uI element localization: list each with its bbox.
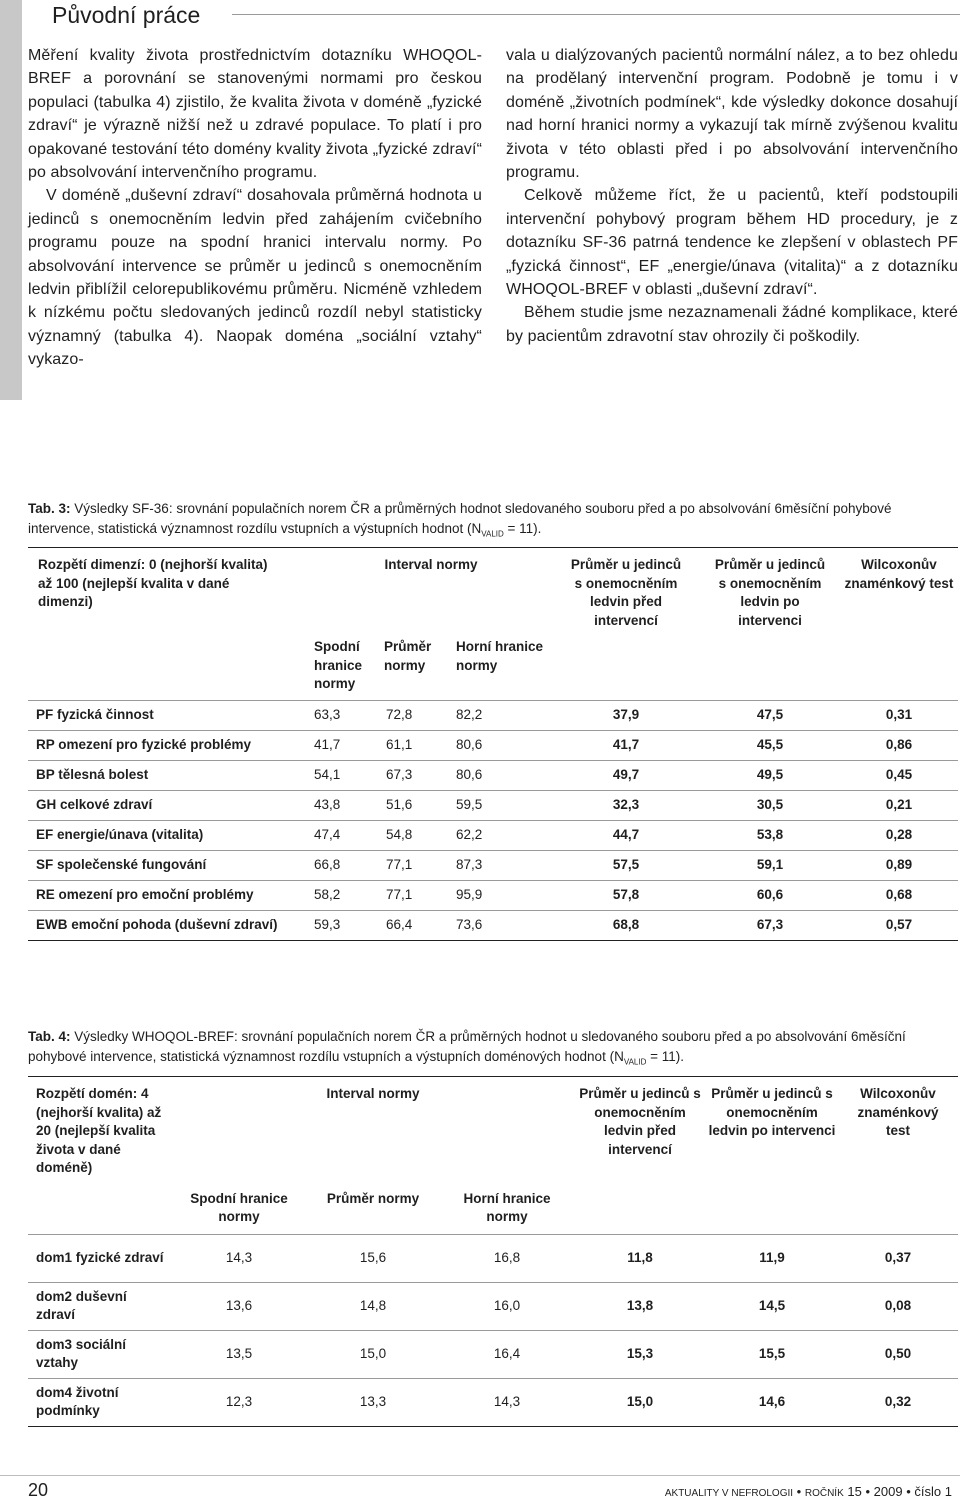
table3-cell-mean: 51,6 bbox=[382, 791, 452, 821]
table4-caption-sub: VALID bbox=[623, 1057, 647, 1067]
title-rule bbox=[232, 14, 960, 15]
table4-cell-label: dom3 sociální vztahy bbox=[28, 1330, 172, 1378]
table3-row bbox=[28, 881, 958, 911]
table4-header-row bbox=[28, 1077, 958, 1186]
table3-cell-after: 59,1 bbox=[700, 851, 840, 881]
table3-caption-label: Tab. 3: bbox=[28, 501, 71, 516]
table3-cell-after: 49,5 bbox=[700, 761, 840, 791]
journal-footer bbox=[665, 1484, 952, 1499]
table3-cell-low: 41,7 bbox=[310, 731, 382, 761]
table3-cell-low: 43,8 bbox=[310, 791, 382, 821]
table4-cell-before: 13,8 bbox=[574, 1282, 706, 1330]
table4-cell-after: 14,6 bbox=[706, 1378, 838, 1426]
table3-cell-p: 0,21 bbox=[840, 791, 958, 821]
table4-caption bbox=[28, 1027, 958, 1073]
table3-cell-p: 0,31 bbox=[840, 701, 958, 731]
table3-cell-before: 49,7 bbox=[552, 761, 700, 791]
table3-cell-mean: 54,8 bbox=[382, 821, 452, 851]
table4-cell-p: 0,37 bbox=[838, 1234, 958, 1282]
table3-cell-before: 57,5 bbox=[552, 851, 700, 881]
table4-cell-high: 16,0 bbox=[440, 1282, 574, 1330]
table3-cell-p: 0,45 bbox=[840, 761, 958, 791]
left-column bbox=[28, 44, 482, 372]
table4-header-interval: Interval normy bbox=[326, 1086, 420, 1101]
table4-cell-high: 16,8 bbox=[440, 1234, 574, 1282]
table4-caption-label: Tab. 4: bbox=[28, 1029, 71, 1044]
table4-cell-p: 0,08 bbox=[838, 1282, 958, 1330]
table4-cell-p: 0,32 bbox=[838, 1378, 958, 1426]
table4-cell-label: dom2 duševní zdraví bbox=[28, 1282, 172, 1330]
table3-cell-low: 47,4 bbox=[310, 821, 382, 851]
table3-cell-high: 82,2 bbox=[452, 701, 552, 731]
table3-header-before: Průměr u jedinců s onemocněním ledvin před intervencí bbox=[570, 557, 682, 628]
table3-header-interval: Interval normy bbox=[384, 557, 478, 572]
table3-cell-before: 41,7 bbox=[552, 731, 700, 761]
table3-cell-before: 68,8 bbox=[552, 911, 700, 941]
table3-sub-mean: Průměr normy bbox=[384, 639, 432, 673]
table3-cell-label: SF společenské fungování bbox=[28, 851, 310, 881]
table4-cell-high: 14,3 bbox=[440, 1378, 574, 1426]
table4-row bbox=[28, 1378, 958, 1426]
issue-number: 1 bbox=[944, 1484, 952, 1499]
table3-cell-before: 37,9 bbox=[552, 701, 700, 731]
table4-row bbox=[28, 1234, 958, 1282]
left-paragraph-1: Měření kvality života prostřednictvím dotazníku WHOQOL-BREF a porovnání se stanovenými normami pro českou populaci (tabulka 4) zjistilo, že kvalita života v doméně „fyzické zdraví“ je výrazně nižší než u zdravé populace. To platí i pro opakované testování této domény kvality života „fyzické zdraví“ po absolvování intervenčního programu. bbox=[28, 47, 482, 182]
page-number: 20 bbox=[28, 1480, 49, 1500]
side-tab-marker bbox=[0, 0, 22, 400]
table3-row bbox=[28, 701, 958, 731]
right-paragraph-3: Během studie jsme nezaznamenali žádné komplikace, které by pacientům zdravotní stav ohrozily či poškodily. bbox=[506, 304, 958, 345]
table3-cell-high: 87,3 bbox=[452, 851, 552, 881]
year: 2009 bbox=[873, 1484, 903, 1499]
table3-cell-low: 63,3 bbox=[310, 701, 382, 731]
table4-cell-low: 13,6 bbox=[172, 1282, 306, 1330]
table3-row bbox=[28, 851, 958, 881]
table3-cell-after: 67,3 bbox=[700, 911, 840, 941]
right-paragraph-1: vala u dialýzovaných pacientů normální nález, a to bez ohledu na prodělaný intervenční program. Podobně je tomu i v doméně „životních podmínek“, kde výsledky dokonce dosahují nad horní hranici normy a vykazují tak mírně zvýšenou kvalitu života v této oblasti před i po absolvování intervenčního programu. bbox=[506, 47, 958, 182]
footer-rule bbox=[0, 1475, 960, 1476]
table3-cell-mean: 72,8 bbox=[382, 701, 452, 731]
table4-sub-low: Spodní hranice normy bbox=[190, 1190, 288, 1224]
table3-cell-p: 0,68 bbox=[840, 881, 958, 911]
table4-header-range: Rozpětí domén: 4 (nejhorší kvalita) až 20 (nejlepší kvalita života v dané doméně) bbox=[36, 1086, 162, 1175]
table4-cell-label: dom1 fyzické zdraví bbox=[28, 1234, 172, 1282]
table3-cell-label: EWB emoční pohoda (duševní zdraví) bbox=[28, 911, 310, 941]
footer-bullet-1: • bbox=[796, 1484, 802, 1499]
table4-cell-before: 15,3 bbox=[574, 1330, 706, 1378]
footer-bullet-2: • bbox=[865, 1484, 871, 1499]
table3-cell-label: RP omezení pro fyzické problémy bbox=[28, 731, 310, 761]
table4-cell-p: 0,50 bbox=[838, 1330, 958, 1378]
volume-number: 15 bbox=[847, 1484, 862, 1499]
table3-header-range: Rozpětí dimenzí: 0 (nejhorší kvalita) až 100 (nejlepší kvalita v dané dimenzi) bbox=[38, 557, 268, 609]
table3-caption-text: Výsledky SF-36: srovnání populačních norem ČR a průměrných hodnot sledovaného souboru před a po absolvování 6měsíční pohybové intervence, statistická významnost rozdílu vstupních a výstupních hodnot (N bbox=[28, 501, 892, 536]
table3-row bbox=[28, 911, 958, 941]
table3-cell-label: GH celkové zdraví bbox=[28, 791, 310, 821]
table4-cell-low: 14,3 bbox=[172, 1234, 306, 1282]
table3-subheader-row bbox=[28, 634, 958, 701]
volume-label: ROČNÍK bbox=[804, 1488, 844, 1499]
table3-cell-high: 95,9 bbox=[452, 881, 552, 911]
table4-sub-high: Horní hranice normy bbox=[463, 1190, 551, 1224]
table3-cell-before: 32,3 bbox=[552, 791, 700, 821]
table3-cell-p: 0,86 bbox=[840, 731, 958, 761]
table3-cell-low: 58,2 bbox=[310, 881, 382, 911]
table3-cell-high: 80,6 bbox=[452, 731, 552, 761]
table3-cell-low: 59,3 bbox=[310, 911, 382, 941]
table4-caption-end: = 11). bbox=[646, 1049, 685, 1064]
table3-cell-mean: 61,1 bbox=[382, 731, 452, 761]
table3-cell-p: 0,28 bbox=[840, 821, 958, 851]
table3-cell-before: 44,7 bbox=[552, 821, 700, 851]
table4-cell-before: 15,0 bbox=[574, 1378, 706, 1426]
table3-cell-mean: 67,3 bbox=[382, 761, 452, 791]
table4-cell-mean: 15,6 bbox=[306, 1234, 440, 1282]
table3-row bbox=[28, 821, 958, 851]
table3-cell-mean: 77,1 bbox=[382, 851, 452, 881]
table4-cell-after: 14,5 bbox=[706, 1282, 838, 1330]
table3-cell-low: 66,8 bbox=[310, 851, 382, 881]
table4-row bbox=[28, 1330, 958, 1378]
table3 bbox=[28, 547, 958, 941]
table4-header-before: Průměr u jedinců s onemocněním ledvin před intervencí bbox=[579, 1086, 701, 1157]
table3-cell-low: 54,1 bbox=[310, 761, 382, 791]
table3-cell-high: 62,2 bbox=[452, 821, 552, 851]
table3-caption bbox=[28, 499, 958, 545]
issue-label: číslo bbox=[914, 1484, 942, 1499]
table3-cell-after: 60,6 bbox=[700, 881, 840, 911]
table4-sub-mean: Průměr normy bbox=[326, 1190, 420, 1206]
table3-row bbox=[28, 791, 958, 821]
left-paragraph-2: V doméně „duševní zdraví“ dosahovala průměrná hodnota u jedinců s onemocněním ledvin před zahájením cvičebního programu pouze na spodní hranici intervalu normy. Po absolvování intervence se průměr u jedinců s onemocněním ledvin přiblížil celorepublikovému průměru. Nicméně vzhledem k nízkému počtu sledovaných jedinců rozdíl nebyl statisticky významný (tabulka 4). Naopak doména „sociální vztahy“ vykazo- bbox=[28, 187, 482, 369]
table3-cell-p: 0,57 bbox=[840, 911, 958, 941]
table4-header-after: Průměr u jedinců s onemocněním ledvin po intervenci bbox=[708, 1086, 836, 1138]
table4-cell-before: 11,8 bbox=[574, 1234, 706, 1282]
table3-cell-p: 0,89 bbox=[840, 851, 958, 881]
table3-cell-mean: 66,4 bbox=[382, 911, 452, 941]
table3-cell-before: 57,8 bbox=[552, 881, 700, 911]
table3-sub-low: Spodní hranice normy bbox=[314, 639, 363, 691]
table3-cell-after: 30,5 bbox=[700, 791, 840, 821]
table3-caption-sub: VALID bbox=[481, 529, 504, 539]
table4-caption-text: Výsledky WHOQOL-BREF: srovnání populačních norem ČR a průměrných hodnot u sledovaného souboru před a po absolvování 6měsíční pohybové intervence, statistická významnost rozdílu vstupních a výstupních doménových hodnot (N bbox=[28, 1029, 906, 1064]
table3-cell-label: EF energie/únava (vitalita) bbox=[28, 821, 310, 851]
table3-sub-high: Horní hranice normy bbox=[456, 639, 544, 673]
table4-cell-after: 15,5 bbox=[706, 1330, 838, 1378]
table3-cell-after: 47,5 bbox=[700, 701, 840, 731]
table3-cell-mean: 77,1 bbox=[382, 881, 452, 911]
table4-cell-low: 13,5 bbox=[172, 1330, 306, 1378]
table3-cell-after: 45,5 bbox=[700, 731, 840, 761]
journal-name: AKTUALITY V NEFROLOGII bbox=[664, 1488, 794, 1499]
table3-header-wilcoxon: Wilcoxonův znaménkový test bbox=[844, 557, 954, 591]
table3-cell-high: 73,6 bbox=[452, 911, 552, 941]
table3-caption-end: = 11). bbox=[503, 521, 542, 536]
table4-cell-low: 12,3 bbox=[172, 1378, 306, 1426]
right-column bbox=[506, 44, 958, 348]
table3-row bbox=[28, 731, 958, 761]
footer-bullet-3: • bbox=[906, 1484, 911, 1499]
table3-cell-high: 59,5 bbox=[452, 791, 552, 821]
table4-subheader-row bbox=[28, 1186, 958, 1235]
table4-cell-high: 16,4 bbox=[440, 1330, 574, 1378]
table3-cell-label: RE omezení pro emoční problémy bbox=[28, 881, 310, 911]
section-title: Původní práce bbox=[52, 2, 201, 28]
table3-cell-label: PF fyzická činnost bbox=[28, 701, 310, 731]
table4-cell-mean: 14,8 bbox=[306, 1282, 440, 1330]
table4-header-wilcoxon: Wilcoxonův znaménkový test bbox=[857, 1086, 939, 1138]
table4-cell-mean: 15,0 bbox=[306, 1330, 440, 1378]
table4-cell-after: 11,9 bbox=[706, 1234, 838, 1282]
right-paragraph-2: Celkově můžeme říct, že u pacientů, kteří podstoupili intervenční pohybový program během HD procedury, je z dotazníku SF-36 patrná tendence ke zlepšení v oblastech PF „fyzická činnost“, EF „energie/únava (vitalita)“ a z dotazníku WHOQOL-BREF v oblasti „duševní zdraví“. bbox=[506, 187, 958, 299]
table3-header-row bbox=[28, 548, 958, 635]
table3-cell-after: 53,8 bbox=[700, 821, 840, 851]
table3-cell-label: BP tělesná bolest bbox=[28, 761, 310, 791]
table4-cell-mean: 13,3 bbox=[306, 1378, 440, 1426]
table3-header-after: Průměr u jedinců s onemocněním ledvin po intervenci bbox=[714, 557, 826, 628]
table4-cell-label: dom4 životní podmínky bbox=[28, 1378, 172, 1426]
table4 bbox=[28, 1076, 958, 1427]
table3-row bbox=[28, 761, 958, 791]
table4-row bbox=[28, 1282, 958, 1330]
table3-cell-high: 80,6 bbox=[452, 761, 552, 791]
